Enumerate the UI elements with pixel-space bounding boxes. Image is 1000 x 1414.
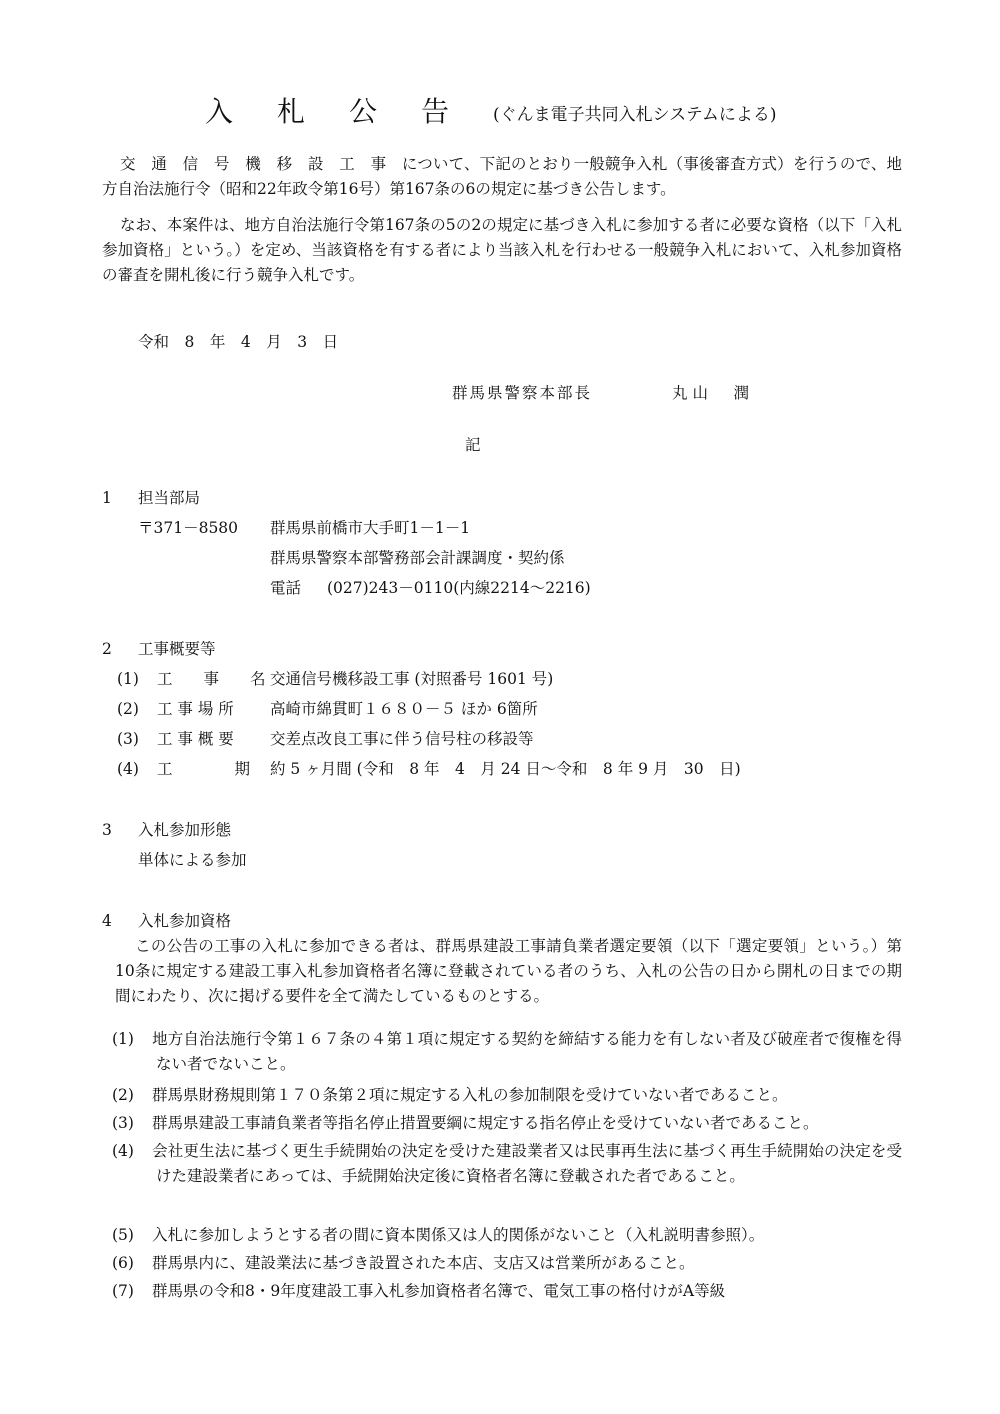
overview-item-value: 高崎市綿貫町１６８０－５ ほか 6箇所 xyxy=(270,700,538,718)
qualification-item xyxy=(112,1111,902,1136)
qualification-item xyxy=(112,1279,902,1304)
qualification-item-text: 群馬県内に、建設業法に基づき設置された本店、支店又は営業所があること。 xyxy=(152,1254,695,1272)
qualification-item-number: (7) xyxy=(112,1282,134,1300)
phone-label: 電話 xyxy=(270,579,302,597)
qualification-item xyxy=(112,1223,902,1248)
qualification-item-text: 会社更生法に基づく更生手続開始の決定を受けた建設業者又は民事再生法に基づく再生手続開始の決定を受けた建設業者にあっては、手続開始決定後に資格者名簿に登載された者であること。 xyxy=(152,1142,902,1185)
overview-item-value: 交通信号機移設工事 (対照番号 1601 号) xyxy=(270,670,554,688)
notice-date: 令和 8 年 4 月 3 日 xyxy=(138,333,339,351)
overview-item-value: 約 5 ヶ月間 (令和 8 年 4 月 24 日～令和 8 年 9 月 30 日) xyxy=(270,760,741,778)
qualification-item xyxy=(112,1083,902,1108)
overview-item-label: 工 事 概 要 xyxy=(157,730,234,748)
page-title: 入札公告 xyxy=(205,95,494,128)
overview-item-number: (2) xyxy=(117,700,139,718)
issuer-name: 丸山 潤 xyxy=(672,384,755,402)
overview-item-label: 工 事 名 xyxy=(157,670,266,688)
qualification-item-number: (2) xyxy=(112,1086,134,1104)
qualification-item-number: (6) xyxy=(112,1254,134,1272)
qualification-item-text: 群馬県の令和8・9年度建設工事入札参加資格者名簿で、電気工事の格付けがA等級 xyxy=(152,1282,726,1300)
section-3-body: 単体による参加 xyxy=(138,851,247,869)
overview-item-number: (1) xyxy=(117,670,139,688)
qualification-item-text: 群馬県建設工事請負業者等指名停止措置要綱に規定する指名停止を受けていない者であること。 xyxy=(152,1114,819,1132)
qualification-item xyxy=(112,1251,902,1276)
section-3-number: 3 xyxy=(102,821,112,839)
overview-item-value: 交差点改良工事に伴う信号柱の移設等 xyxy=(270,730,534,748)
qualification-item-text: 入札に参加しようとする者の間に資本関係又は人的関係がないこと（入札説明書参照）。 xyxy=(152,1226,765,1244)
page-subtitle: (ぐんま電子共同入札システムによる) xyxy=(493,105,777,125)
qualification-item-number: (3) xyxy=(112,1114,134,1132)
qualification-item xyxy=(112,1139,902,1189)
qualification-item-text: 群馬県財務規則第１７０条第２項に規定する入札の参加制限を受けていない者であること。 xyxy=(152,1086,788,1104)
section-4-body: この公告の工事の入札に参加できる者は、群馬県建設工事請負業者選定要領（以下「選定要領」という。）第10条に規定する建設工事入札参加資格者名簿に登載されている者のうち、入札の公告の日から開札の日までの期間にわたり、次に掲げる要件を全て満たしているものとする。 xyxy=(115,937,902,1005)
section-2-number: 2 xyxy=(102,640,112,658)
department: 群馬県警察本部警務部会計課調度・契約係 xyxy=(270,549,565,567)
issuer-office: 群馬県警察本部長 xyxy=(452,384,593,402)
overview-item-number: (3) xyxy=(117,730,139,748)
section-4-number: 4 xyxy=(102,912,112,930)
qualification-item-number: (1) xyxy=(112,1030,134,1048)
address: 群馬県前橋市大手町1－1－1 xyxy=(270,519,471,537)
intro-paragraph-2: なお、本案件は、地方自治法施行令第167条の5の2の規定に基づき入札に参加する者に必要な資格（以下「入札参加資格」という。）を定め、当該資格を有する者により当該入札を行わせる一般競争入札において、入札参加資格の審査を開札後に行う競争入札です。 xyxy=(102,216,902,284)
section-4-title: 入札参加資格 xyxy=(138,912,232,930)
section-1-number: 1 xyxy=(102,489,112,507)
postal-code: 〒371－8580 xyxy=(138,519,239,537)
section-1-title: 担当部局 xyxy=(138,489,201,507)
qualification-item-number: (4) xyxy=(112,1142,134,1160)
phone-number: (027)243－0110(内線2214～2216) xyxy=(327,579,591,597)
section-2-title: 工事概要等 xyxy=(138,640,216,658)
ki-heading: 記 xyxy=(465,436,481,454)
overview-item-number: (4) xyxy=(117,760,139,778)
overview-item-label: 工 期 xyxy=(157,760,251,778)
overview-item-label: 工 事 場 所 xyxy=(157,700,234,718)
qualification-item-text: 地方自治法施行令第１６７条の４第１項に規定する契約を締結する能力を有しない者及び破産者で復権を得ない者でないこと。 xyxy=(152,1030,902,1073)
section-3-title: 入札参加形態 xyxy=(138,821,232,839)
qualification-item xyxy=(112,1027,902,1077)
qualification-item-number: (5) xyxy=(112,1226,134,1244)
intro-paragraph-1: 交 通 信 号 機 移 設 工 事 について、下記のとおり一般競争入札（事後審査方式）を行うので、地方自治法施行令（昭和22年政令第16号）第167条の6の規定に基づき公告します。 xyxy=(102,155,902,198)
